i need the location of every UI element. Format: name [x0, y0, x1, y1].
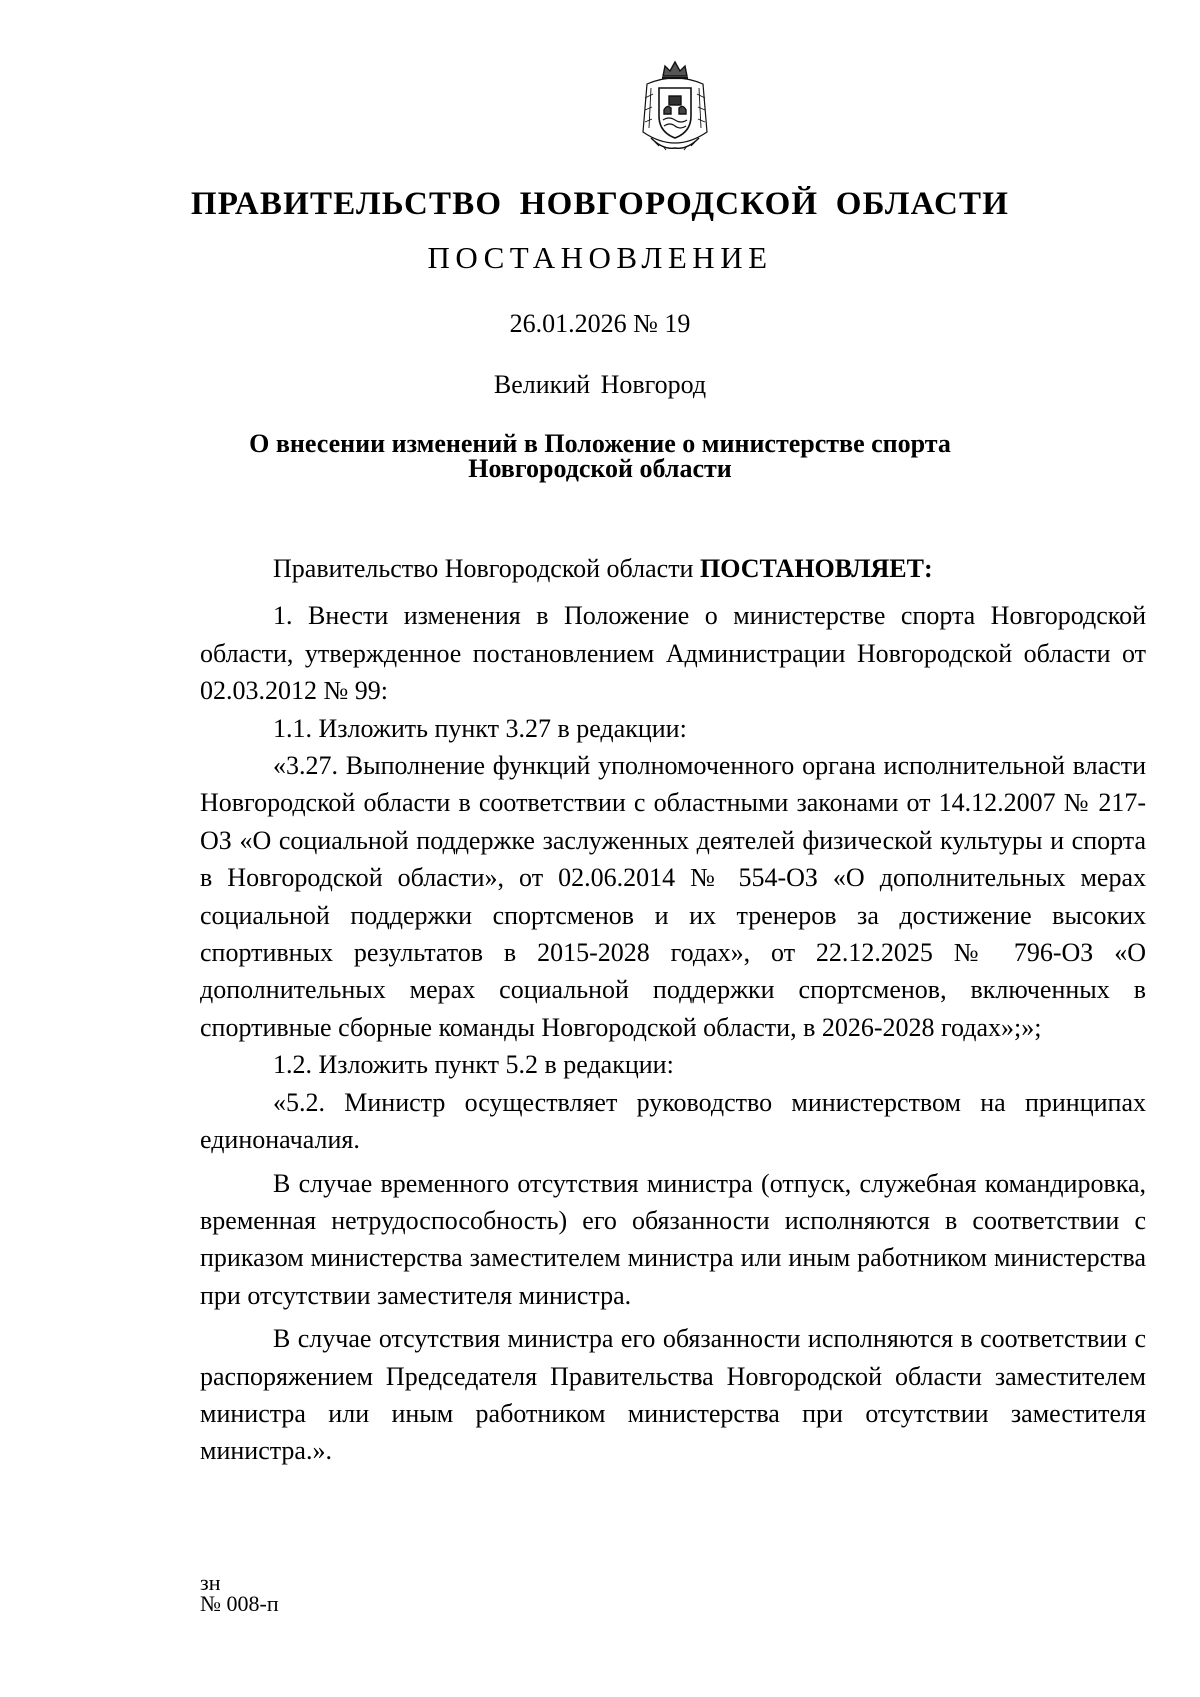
paragraph: 1.2. Изложить пункт 5.2 в редакции: — [273, 1050, 674, 1080]
paragraph: «3.27. Выполнение функций уполномоченного органа исполнительной власти Новгородской области в соответствии с областными законами от 14.12.2007 № 217-ОЗ «О социальной поддержке заслуженных деятелей физической культуры и спорта в Новгородской области», от 02.06.2014 № 554-ОЗ «О дополнительных мерах социальной поддержки спортсменов и их тренеров за достижение высоких спортивных результатов в 2015-2028 годах», от 22.12.2025 № 796-ОЗ «О дополнительных мерах социальной поддержки спортсменов, включенных в спортивные сборные команды Новгородской области, в 2026-2028 годах»;»; — [200, 751, 1146, 1042]
footer-initials: зн — [200, 1570, 221, 1595]
government-title: ПРАВИТЕЛЬСТВО НОВГОРОДСКОЙ ОБЛАСТИ — [190, 186, 1010, 222]
document-date-number: 26.01.2026 № 19 — [509, 309, 691, 338]
paragraph: 1. Внести изменения в Положение о министерстве спорта Новгородской области, утвержденное постановлением Администрации Новгородской области от 02.03.2012 № 99: — [200, 601, 1146, 706]
document-place: Великий Новгород — [493, 370, 707, 399]
footer-number: № 008-п — [200, 1591, 279, 1616]
document-subject — [0, 431, 1200, 481]
paragraph: 1.1. Изложить пункт 3.27 в редакции: — [273, 713, 687, 743]
coat-of-arms-icon — [633, 58, 717, 158]
paragraph: «5.2. Министр осуществляет руководство министерством на принципах единоначалия. — [200, 1087, 1146, 1155]
paragraph: В случае временного отсутствия министра (отпуск, служебная командировка, временная нетрудоспособность) его обязанности исполняются в соответствии с приказом министерства заместителем министра или иным работником министерства при отсутствии заместителя министра. — [200, 1168, 1146, 1310]
document-type: ПОСТАНОВЛЕНИЕ — [427, 240, 773, 275]
enacting-clause — [200, 550, 1146, 587]
paragraph: В случае отсутствия министра его обязанности исполняются в соответствии с распоряжением Председателя Правительства Новгородской области заместителем министра или иным работником министерства при отсутствии заместителя министра.». — [200, 1324, 1146, 1466]
subject-line-2: Новгородской области — [468, 454, 732, 483]
document-body — [200, 550, 1146, 1470]
footer-code — [200, 1572, 279, 1614]
enacting-prefix: Правительство Новгородской области — [273, 554, 694, 583]
subject-line-1: О внесении изменений в Положение о министерстве спорта — [249, 429, 951, 458]
enacting-verb: ПОСТАНОВЛЯЕТ: — [699, 554, 933, 583]
